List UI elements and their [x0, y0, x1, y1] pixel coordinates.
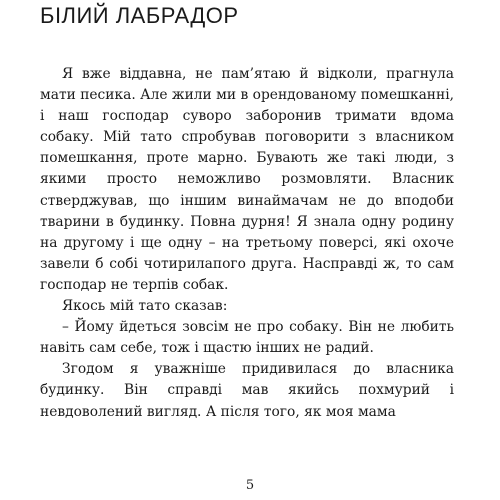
paragraph: Якось мій тато сказав:	[62, 298, 228, 315]
page-number: 5	[245, 478, 255, 493]
paragraph: Згодом я уважніше придивилася до власника будинку. Він справді мав якийсь похмурий і невдоволений вигляд. А після того, як моя мама	[40, 361, 454, 420]
paragraph: – Йому йдеться зовсім не про собаку. Він не любить навіть сам себе, тож і щастю інших не радий.	[40, 319, 454, 357]
body-text	[40, 64, 454, 423]
chapter-title: БІЛИЙ ЛАБРАДОР	[40, 3, 239, 28]
paragraph: Я вже віддавна, не пам’ятаю й відколи, прагнула мати песика. Але жили ми в орендованому помешканні, і наш господар суворо заборонив тримати вдома собаку. Мій тато спробував поговорити з власником помешкання, проте марно. Бувають же такі люди, з якими просто неможливо розмовляти. Власник стверджував, що іншим винаймачам не до вподоби тварини в будинку. Повна дурня! Я знала одну родину на другому і ще одну – на третьому поверсі, які охоче завели б собі чотирилапого друга. Насправді ж, то сам господар не терпів собак.	[40, 66, 454, 293]
